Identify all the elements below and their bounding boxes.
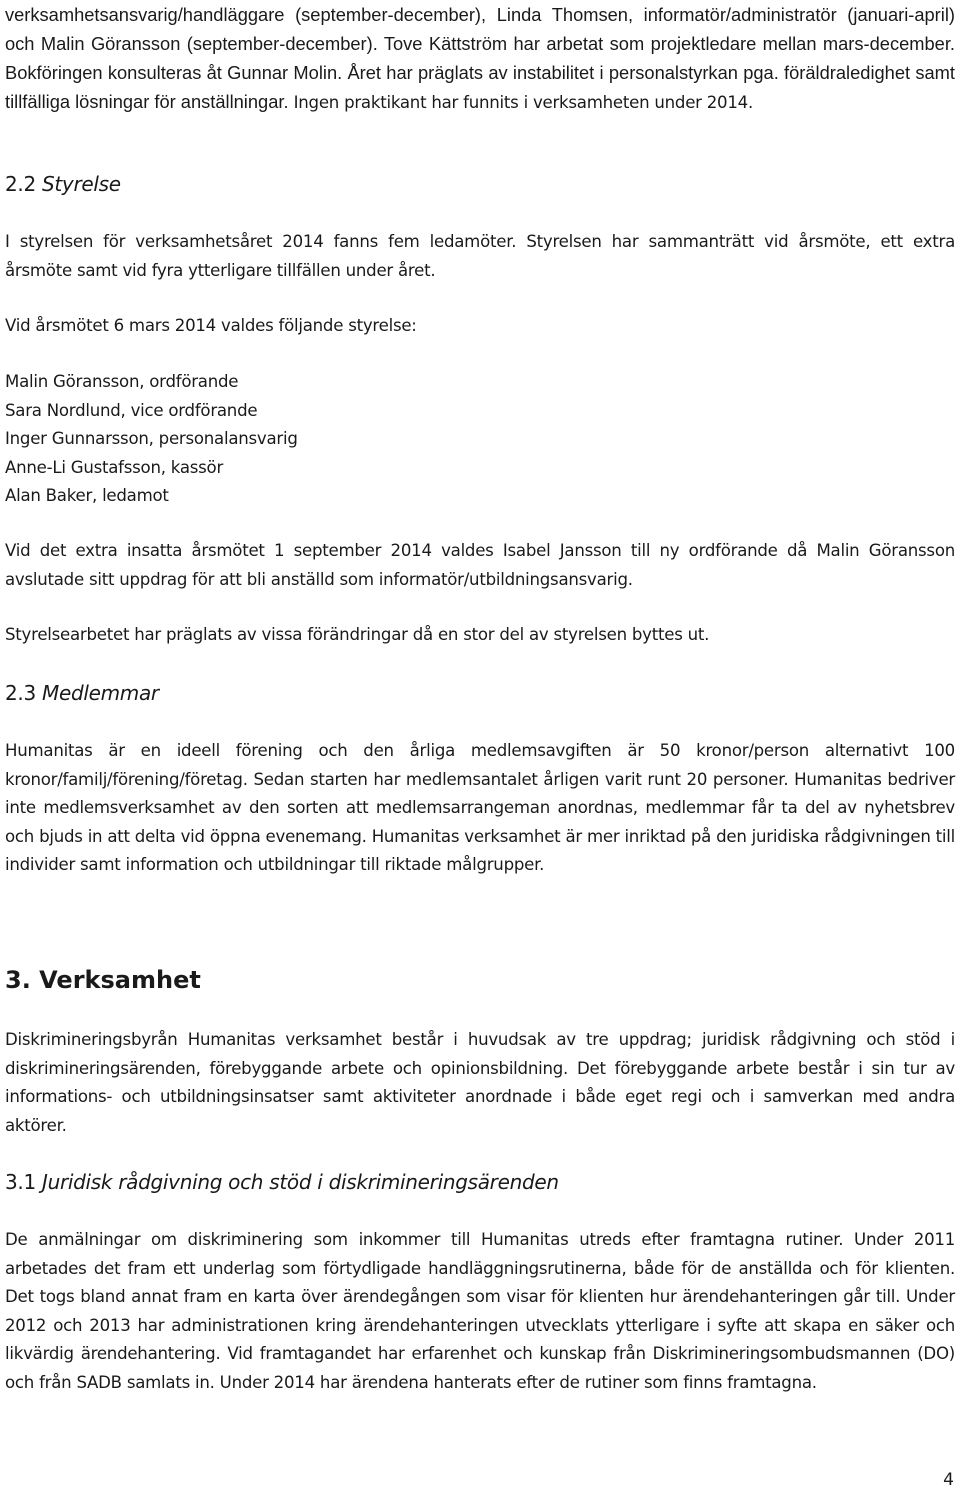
intro-paragraph bbox=[5, 0, 955, 117]
styrelse-paragraph-3: Vid det extra insatta årsmötet 1 september 2014 valdes Isabel Jansson till ny ordförande då Malin Göransson avslutade sitt uppdrag för att bli anställd som informatör/utbildningsansvarig. bbox=[5, 541, 955, 589]
section-3-heading bbox=[5, 965, 955, 995]
list-item: Sara Nordlund, vice ordförande bbox=[5, 400, 258, 420]
page-number: 4 bbox=[943, 1470, 954, 1490]
intro-text: verksamhetsansvarig/handläggare (september-december), Linda Thomsen, informatör/administratör (januari-april) och Malin Göransson (september-december). Tove Kättström har arbetat som projektledare mellan mars-december. Bokföringen konsulteras åt Gunnar Molin. Året har präglats av instabilitet i personalstyrkan pga. föräldraledighet samt tillfälliga lösningar för anställningar. bbox=[5, 4, 955, 112]
medlemmar-paragraph: Humanitas är en ideell förening och den årliga medlemsavgiften är 50 kronor/person alternativt 100 kronor/familj/förening/företag. Sedan starten har medlemsantalet årligen varit runt 20 personer. Humanitas bedriver inte medlemsverksamhet av den sorten att medlemsarrangeman anordnas, medlemmar får ta del av nyhetsbrev och bjuds in att delta vid öppna evenemang. Humanitas verksamhet är mer inriktad på den juridiska rådgivningen till individer samt information och utbildningar till riktade målgrupper. bbox=[5, 741, 955, 874]
board-member-list bbox=[5, 368, 955, 511]
intro-block bbox=[5, 0, 955, 117]
list-item: Inger Gunnarsson, personalansvarig bbox=[5, 429, 298, 448]
section-3-1-heading bbox=[5, 1168, 955, 1196]
section-2-2-para1 bbox=[5, 228, 955, 285]
section-3-1-number: 3.1 bbox=[5, 1170, 36, 1194]
verksamhet-paragraph: Diskrimineringsbyrån Humanitas verksamhet består i huvudsak av tre uppdrag; juridisk rådgivning och stöd i diskrimineringsärenden, förebyggande arbete och opinionsbildning. Det förebyggande arbete består i sin tur av informations- och utbildningsinsatser samt aktiviteter anordnade i både eget regi och i samverkan med andra aktörer. bbox=[5, 1030, 955, 1135]
intro-text-2: Ingen praktikant har funnits i verksamheten under 2014. bbox=[293, 93, 753, 112]
section-2-2-heading bbox=[5, 170, 955, 198]
styrelse-paragraph-4: Styrelsearbetet har präglats av vissa förändringar då en stor del av styrelsen byttes ut. bbox=[5, 625, 710, 644]
section-3-1-title: Juridisk rådgivning och stöd i diskrimineringsärenden bbox=[41, 1170, 559, 1194]
section-3-1-para1 bbox=[5, 1226, 955, 1397]
section-2-2-number: 2.2 bbox=[5, 172, 36, 196]
section-2-2-para3 bbox=[5, 537, 955, 594]
section-2-2-title: Styrelse bbox=[41, 172, 121, 196]
list-item: Alan Baker, ledamot bbox=[5, 486, 169, 505]
section-3-title: 3. Verksamhet bbox=[5, 966, 201, 994]
section-2-3-heading bbox=[5, 679, 955, 707]
section-3-para1 bbox=[5, 1026, 955, 1140]
section-2-3-para1 bbox=[5, 737, 955, 880]
styrelse-paragraph-2: Vid årsmötet 6 mars 2014 valdes följande styrelse: bbox=[5, 316, 417, 335]
section-2-3-number: 2.3 bbox=[5, 681, 36, 705]
section-2-2-para2 bbox=[5, 312, 955, 341]
section-2-2-para4 bbox=[5, 621, 955, 650]
juridisk-paragraph: De anmälningar om diskriminering som inkommer till Humanitas utreds efter framtagna rutiner. Under 2011 arbetades det fram ett underlag som förtydligade handläggningsrutinerna, både för de anställda och för klienten. Det togs bland annat fram en karta över ärendegången som visar för klienten hur ärendehanteringen går till. Under 2012 och 2013 har administrationen kring ärendehanteringen utvecklats ytterligare i syfte att skapa en säker och likvärdig ärendehantering. Vid framtagandet har erfarenhet och kunskap från Diskrimineringsombudsmannen (DO) och från SADB samlats in. Under 2014 har ärendena hanterats efter de rutiner som finns framtagna. bbox=[5, 1230, 955, 1392]
list-item: Anne-Li Gustafsson, kassör bbox=[5, 457, 224, 477]
section-2-3-title: Medlemmar bbox=[41, 681, 159, 705]
styrelse-paragraph-1: I styrelsen för verksamhetsåret 2014 fanns fem ledamöter. Styrelsen har sammanträtt vid årsmöte, ett extra årsmöte samt vid fyra ytterligare tillfällen under året. bbox=[5, 232, 955, 280]
list-item: Malin Göransson, ordförande bbox=[5, 372, 239, 391]
